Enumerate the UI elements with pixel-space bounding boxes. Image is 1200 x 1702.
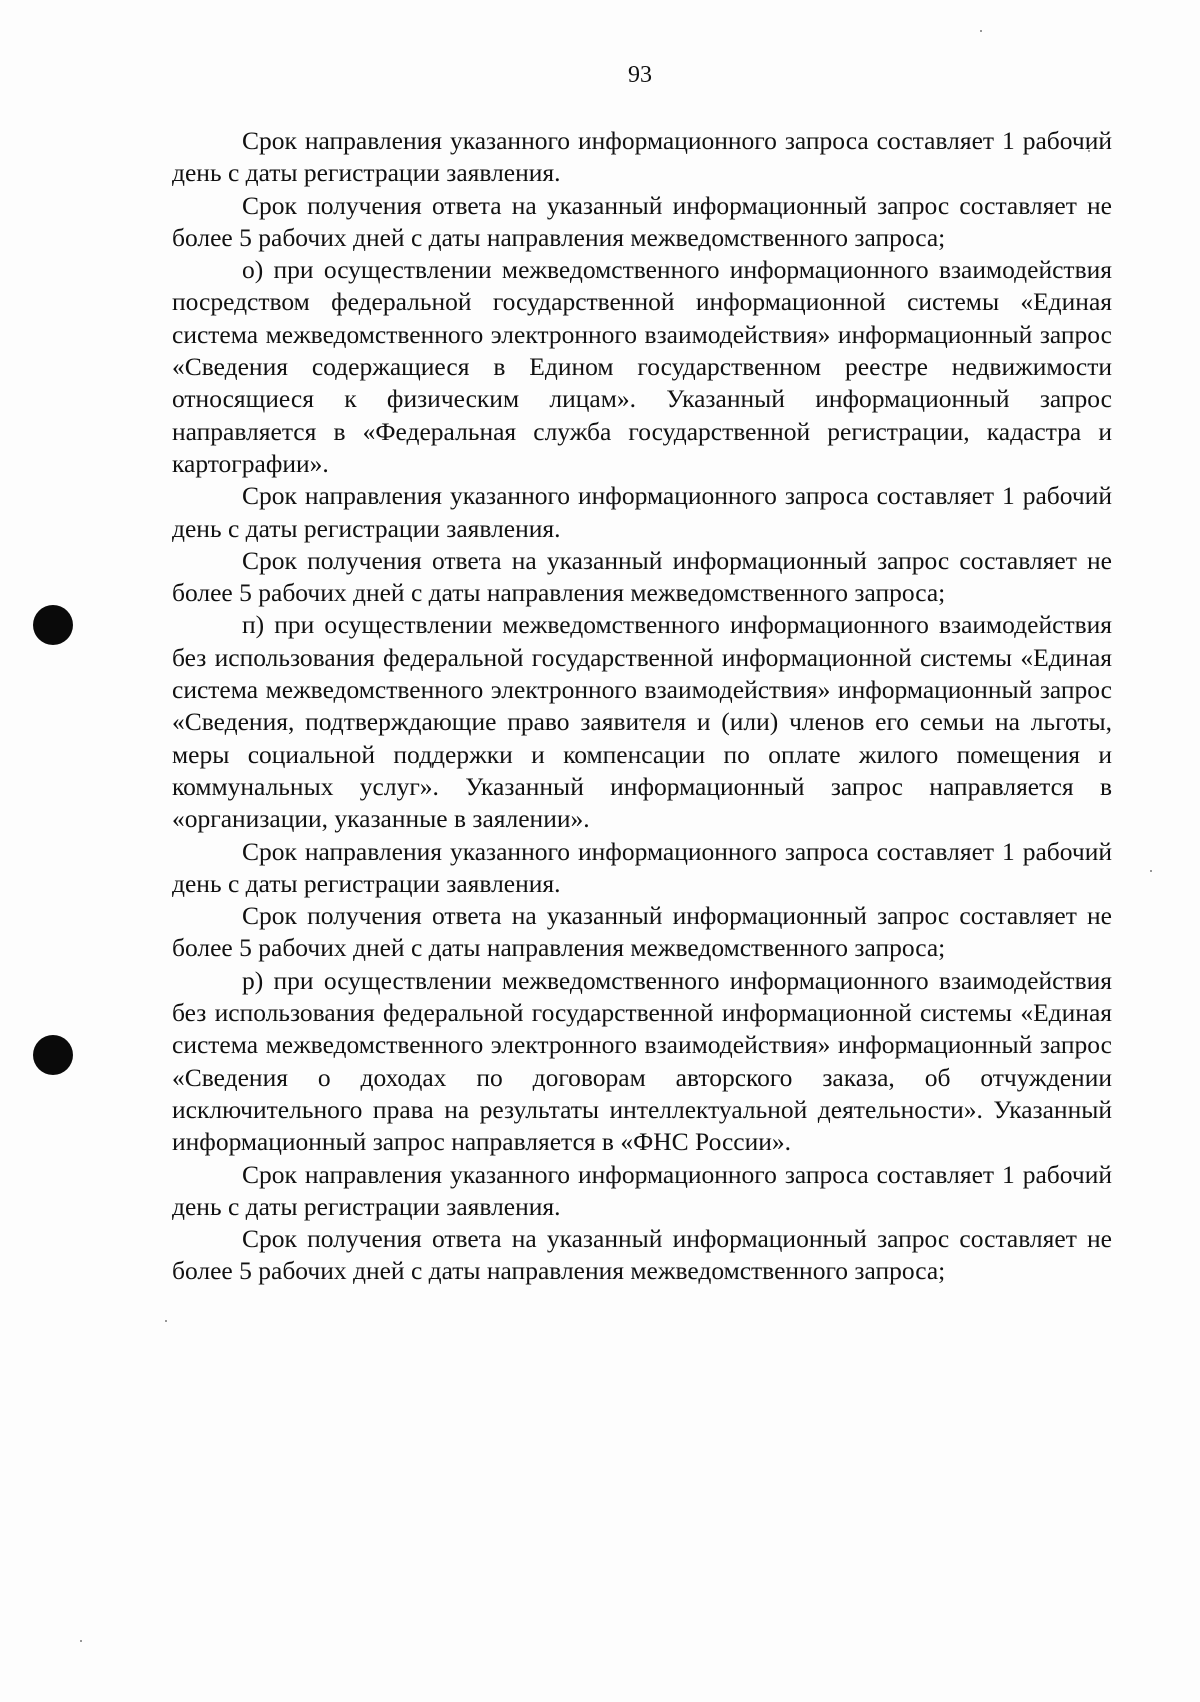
scan-speck bbox=[1150, 870, 1152, 872]
paragraph: Срок направления указанного информационного запроса составляет 1 рабочий день с даты регистрации заявления. bbox=[172, 481, 1112, 543]
paragraph: Срок получения ответа на указанный информационный запрос составляет не более 5 рабочих дней с даты направления межведомственного запроса; bbox=[172, 190, 1112, 252]
page-number: 93 bbox=[628, 62, 652, 88]
paragraph: р) при осуществлении межведомственного информационного взаимодействия без использования федеральной государственной информационной системы «Единая система межведомственного электронного взаимодействия» информационный запрос «Сведения о доходах по договорам авторского заказа, об отчуждении исключительного права на результаты интеллектуальной деятельности». Указанный информационный запрос направляется в «ФНС России». bbox=[172, 965, 1112, 1157]
paragraph: п) при осуществлении межведомственного информационного взаимодействия без использования федеральной государственной информационной системы «Единая система межведомственного электронного взаимодействия» информационный запрос «Сведения, подтверждающие право заявителя и (или) членов его семьи на льготы, меры социальной поддержки и компенсации по оплате жилого помещения и коммунальных услуг». Указанный информационный запрос направляется в «организации, указанные в заялении». bbox=[172, 610, 1112, 834]
punch-hole bbox=[33, 605, 73, 645]
document-body bbox=[172, 125, 1112, 1288]
scan-speck bbox=[80, 1640, 82, 1642]
scan-speck bbox=[980, 30, 982, 32]
paragraph: Срок направления указанного информационного запроса составляет 1 рабочий день с даты регистрации заявления. bbox=[172, 126, 1112, 188]
paragraph: Срок направления указанного информационного запроса составляет 1 рабочий день с даты регистрации заявления. bbox=[172, 836, 1112, 898]
paragraph: Срок получения ответа на указанный информационный запрос составляет не более 5 рабочих дней с даты направления межведомственного запроса; bbox=[172, 1224, 1112, 1286]
paragraph: Срок получения ответа на указанный информационный запрос составляет не более 5 рабочих дней с даты направления межведомственного запроса; bbox=[172, 901, 1112, 963]
paragraph: Срок получения ответа на указанный информационный запрос составляет не более 5 рабочих дней с даты направления межведомственного запроса; bbox=[172, 545, 1112, 608]
scan-speck bbox=[165, 1320, 167, 1322]
punch-hole bbox=[33, 1035, 73, 1075]
paragraph: Срок направления указанного информационного запроса составляет 1 рабочий день с даты регистрации заявления. bbox=[172, 1159, 1112, 1221]
paragraph: о) при осуществлении межведомственного информационного взаимодействия посредством федеральной государственной информационной системы «Единая система межведомственного электронного взаимодействия» информационный запрос «Сведения содержащиеся в Едином государственном реестре недвижимости относящиеся к физическим лицам». Указанный информационный запрос направляется в «Федеральная служба государственной регистрации, кадастра и картографии». bbox=[172, 255, 1112, 478]
